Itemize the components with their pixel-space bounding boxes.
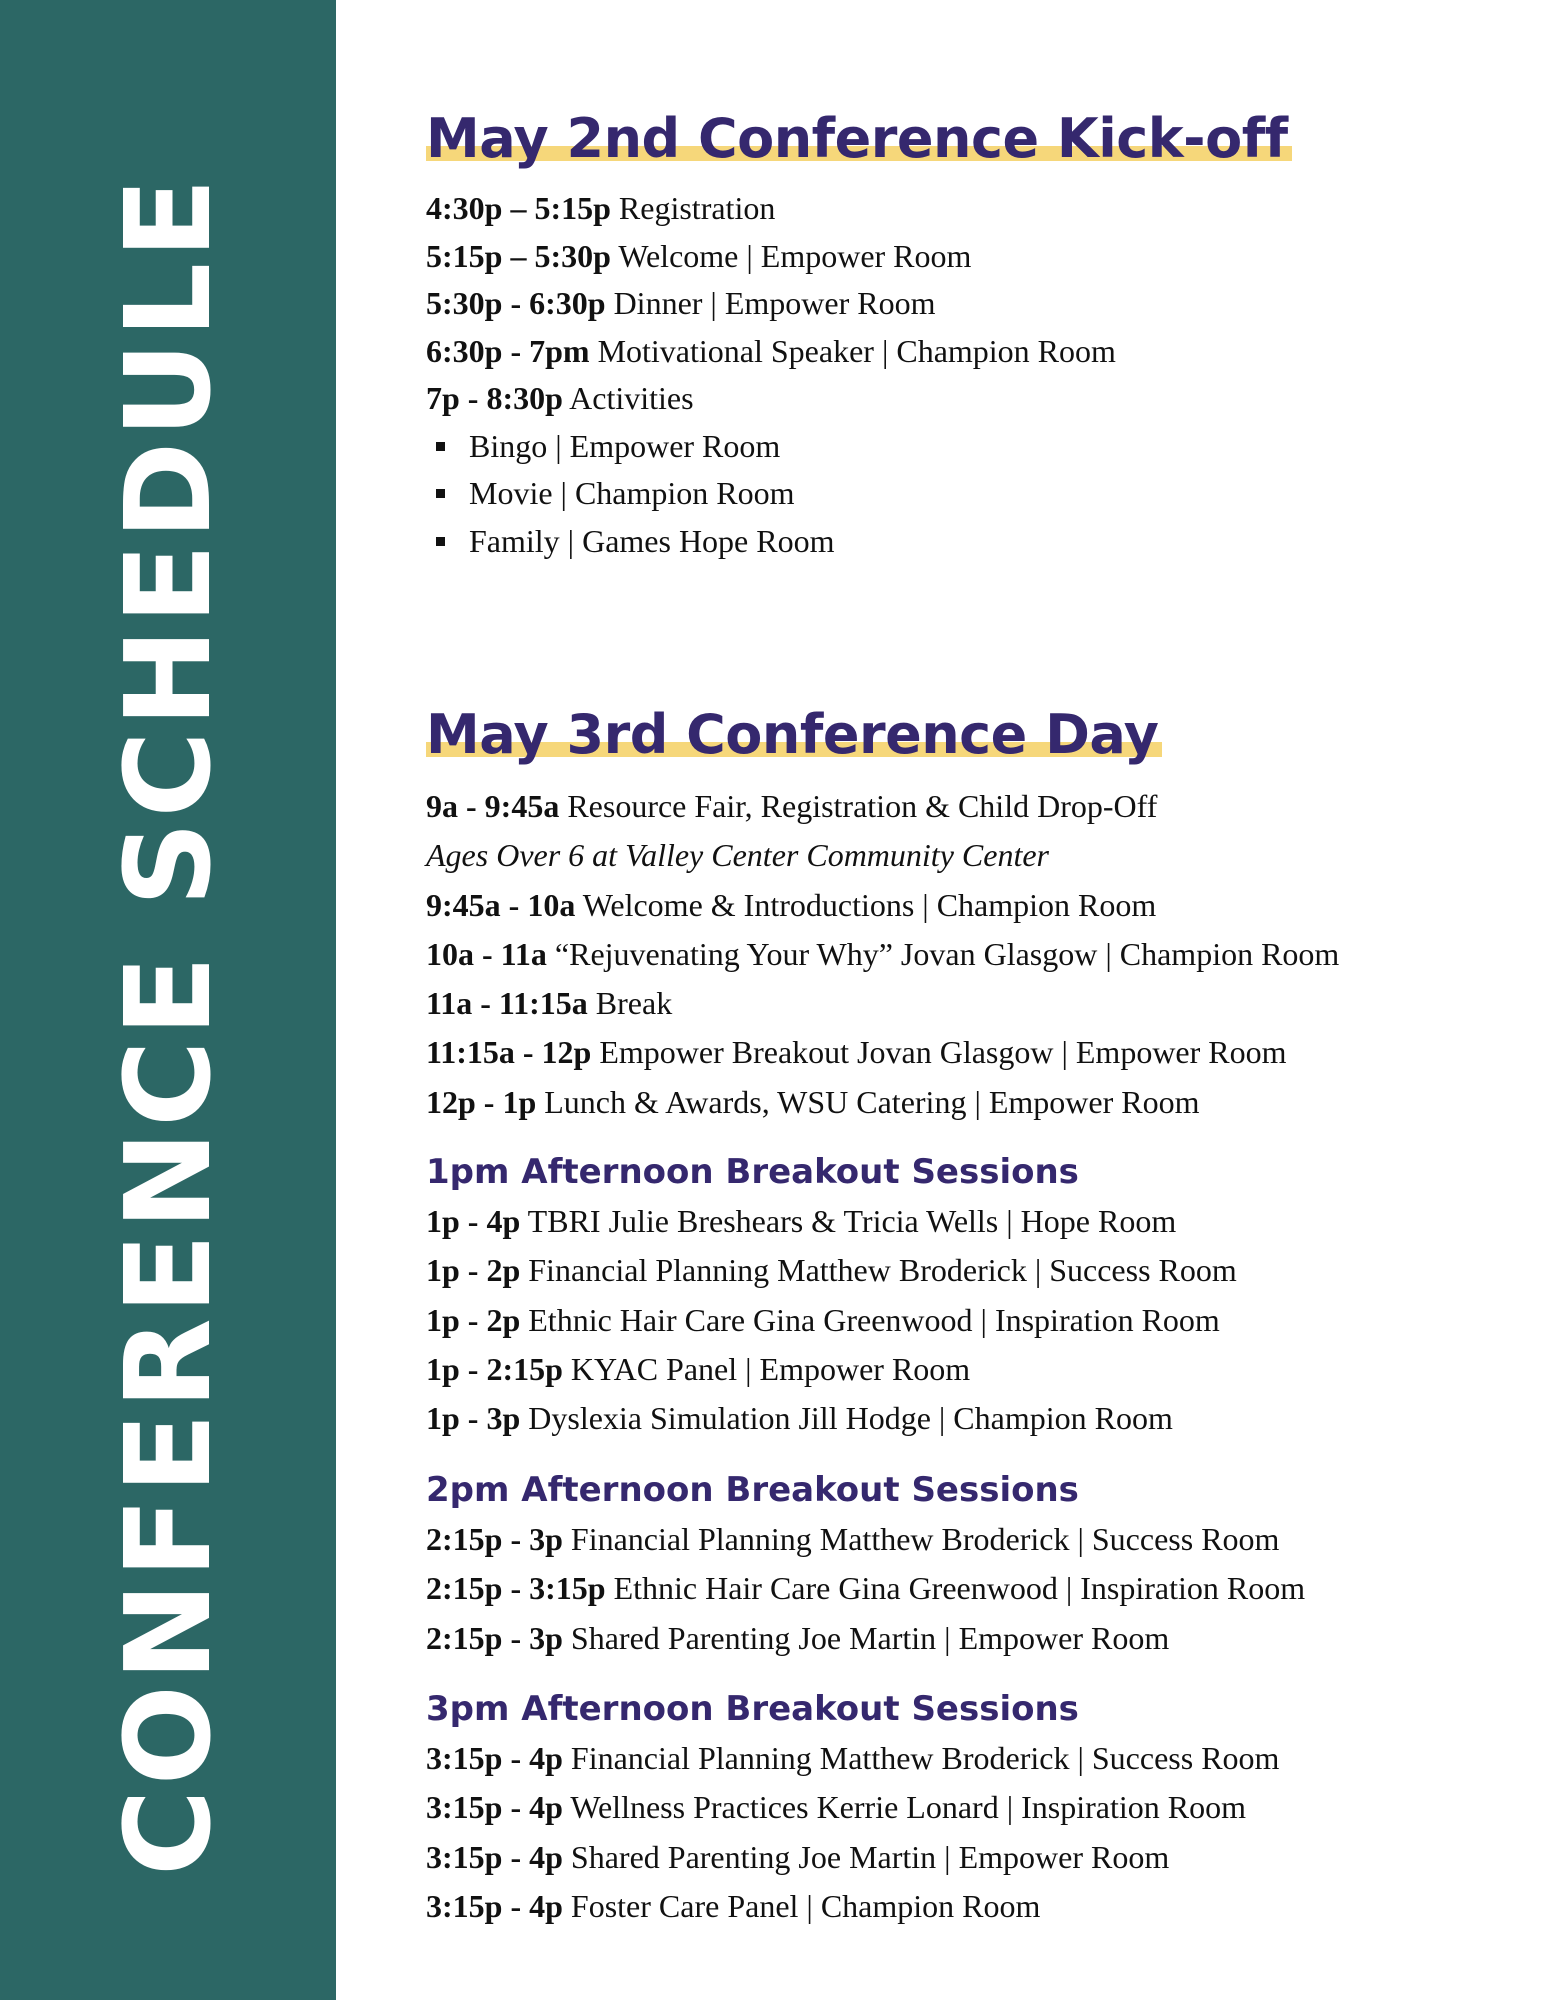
schedule-description: Welcome & Introductions | Champion Room [582, 886, 1157, 923]
schedule-item [426, 1515, 1305, 1564]
bullet-icon [436, 489, 445, 498]
schedule-item [426, 1734, 1279, 1783]
schedule-description: “Rejuvenating Your Why” Jovan Glasgow | Champion Room [554, 935, 1340, 972]
schedule-description: Foster Care Panel | Champion Room [570, 1887, 1041, 1924]
activity-item [426, 470, 834, 518]
schedule-description: Shared Parenting Joe Martin | Empower Room [570, 1838, 1170, 1875]
schedule-time: 3:15p - 4p [426, 1789, 563, 1826]
schedule-item [426, 1882, 1279, 1931]
schedule-item [426, 1394, 1237, 1443]
day2-morning-list [426, 782, 1339, 1127]
schedule-description: Motivational Speaker | Champion Room [597, 332, 1116, 369]
schedule-time: 1p - 2p [426, 1301, 521, 1338]
schedule-description: TBRI Julie Breshears & Tricia Wells | Hope Room [527, 1203, 1177, 1239]
schedule-description: Resource Fair, Registration & Child Drop-Off [567, 788, 1158, 824]
session-list [426, 1734, 1279, 1931]
schedule-time: 3:15p - 4p [426, 1740, 563, 1776]
bullet-icon [436, 442, 445, 451]
sidebar [0, 0, 336, 2000]
day1-schedule-list [426, 185, 1116, 423]
schedule-item [426, 1614, 1305, 1663]
schedule-item [426, 1028, 1339, 1077]
schedule-time: 2:15p - 3p [426, 1619, 563, 1656]
schedule-description: Welcome | Empower Room [618, 237, 972, 274]
schedule-description: Financial Planning Matthew Broderick | Success Room [528, 1252, 1237, 1289]
schedule-time: 9:45a - 10a [426, 886, 576, 923]
schedule-item [426, 1197, 1237, 1246]
schedule-time: 5:15p – 5:30p [426, 237, 611, 274]
schedule-time: 11a - 11:15a [426, 985, 588, 1022]
schedule-item [426, 1246, 1237, 1295]
day1-title: May 2nd Conference Kick-off [426, 112, 1292, 166]
schedule-time: 2:15p - 3:15p [426, 1570, 606, 1607]
schedule-item [426, 328, 1116, 376]
schedule-time: 1p - 4p [426, 1203, 521, 1239]
schedule-description: Break [595, 985, 673, 1022]
schedule-description: Registration [618, 190, 776, 226]
schedule-description: Empower Breakout Jovan Glasgow | Empower Room [599, 1034, 1287, 1071]
schedule-time: 3:15p - 4p [426, 1838, 563, 1875]
schedule-time: 12p - 1p [426, 1083, 537, 1120]
schedule-description: Wellness Practices Kerrie Lonard | Inspiration Room [570, 1789, 1246, 1826]
schedule-item [426, 1078, 1339, 1127]
day2-title: May 3rd Conference Day [426, 708, 1162, 762]
schedule-time: 10a - 11a [426, 935, 547, 972]
schedule-time: 3:15p - 4p [426, 1887, 563, 1924]
schedule-note [426, 831, 1339, 880]
activity-label: Family | Games Hope Room [469, 522, 835, 559]
activity-label: Movie | Champion Room [469, 475, 795, 511]
session-heading: 3pm Afternoon Breakout Sessions [426, 1689, 1079, 1729]
schedule-description: Ethnic Hair Care Gina Greenwood | Inspiration Room [613, 1570, 1306, 1607]
schedule-description: Lunch & Awards, WSU Catering | Empower Room [544, 1083, 1200, 1120]
session-heading: 1pm Afternoon Breakout Sessions [426, 1152, 1079, 1192]
schedule-description: Activities [569, 380, 694, 416]
schedule-item [426, 1783, 1279, 1832]
schedule-description: Financial Planning Matthew Broderick | Success Room [570, 1521, 1280, 1557]
schedule-description: Dinner | Empower Room [613, 285, 936, 321]
schedule-item [426, 185, 1116, 233]
schedule-description: Shared Parenting Joe Martin | Empower Room [570, 1619, 1170, 1656]
bullet-icon [436, 537, 445, 546]
day1-activities-list [426, 423, 834, 566]
schedule-item [426, 1833, 1279, 1882]
schedule-description: KYAC Panel | Empower Room [570, 1350, 971, 1387]
activity-item [426, 423, 834, 471]
schedule-description: Dyslexia Simulation Jill Hodge | Champion Room [528, 1400, 1173, 1437]
schedule-time: 4:30p – 5:15p [426, 190, 611, 226]
schedule-item [426, 979, 1339, 1028]
schedule-time: 9a - 9:45a [426, 788, 560, 824]
schedule-item [426, 1564, 1305, 1613]
sidebar-title: CONFERENCE SCHEDULE [99, 174, 237, 1876]
schedule-time: 5:30p - 6:30p [426, 285, 606, 321]
activity-label: Bingo | Empower Room [469, 427, 781, 464]
session-heading: 2pm Afternoon Breakout Sessions [426, 1470, 1079, 1510]
schedule-item [426, 233, 1116, 281]
activity-item [426, 518, 834, 566]
session-list [426, 1515, 1305, 1663]
schedule-item [426, 782, 1339, 831]
schedule-item [426, 1296, 1237, 1345]
schedule-time: 6:30p - 7pm [426, 332, 590, 369]
schedule-item [426, 1345, 1237, 1394]
schedule-item [426, 280, 1116, 328]
schedule-time: 2:15p - 3p [426, 1521, 563, 1557]
schedule-time: 1p - 2p [426, 1252, 521, 1289]
schedule-description: Ages Over 6 at Valley Center Community Center [426, 837, 1049, 874]
schedule-item [426, 881, 1339, 930]
schedule-time: 7p - 8:30p [426, 380, 563, 416]
schedule-item [426, 930, 1339, 979]
session-list [426, 1197, 1237, 1443]
schedule-time: 1p - 3p [426, 1400, 521, 1437]
schedule-item [426, 375, 1116, 423]
schedule-description: Ethnic Hair Care Gina Greenwood | Inspiration Room [528, 1301, 1220, 1338]
schedule-time: 11:15a - 12p [426, 1034, 592, 1071]
schedule-description: Financial Planning Matthew Broderick | Success Room [570, 1740, 1280, 1776]
schedule-time: 1p - 2:15p [426, 1350, 563, 1387]
